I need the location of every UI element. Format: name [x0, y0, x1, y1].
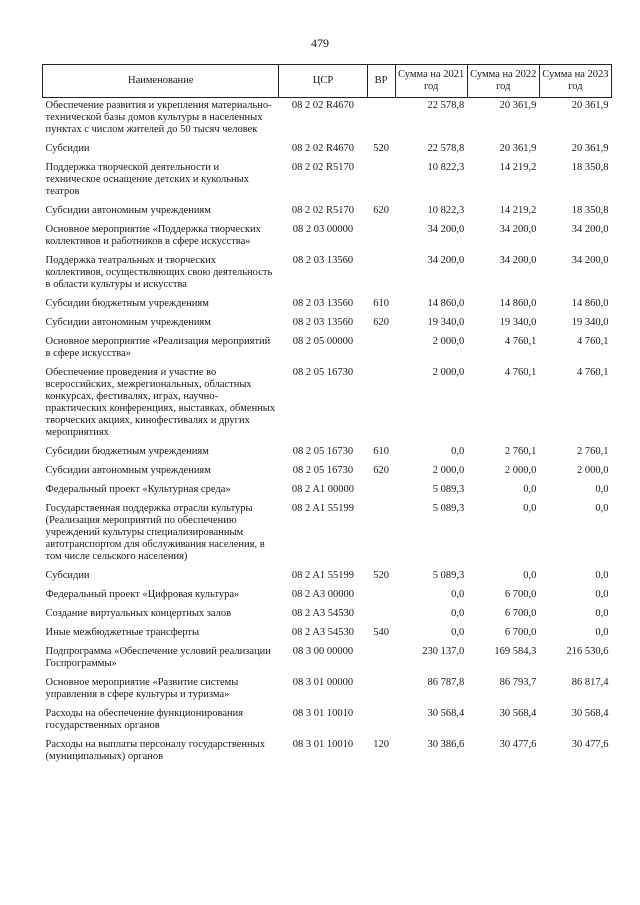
cell-name: Создание виртуальных концертных залов: [45, 608, 232, 619]
cell-csr: 08 2 05 16730: [292, 465, 354, 476]
table-row: [43, 296, 612, 315]
cell-vr: 620: [373, 317, 389, 328]
cell-2023: 34 200,0: [571, 224, 609, 235]
cell-2021: 0,0: [451, 589, 465, 600]
cell-name: Субсидии автономным учреждениям: [45, 465, 211, 476]
cell-name: Расходы на обеспечение функционирования государственных органов: [45, 708, 244, 731]
cell-2022: 20 361,9: [499, 100, 537, 111]
table-row: [43, 606, 612, 625]
cell-csr: 08 2 05 00000: [292, 336, 354, 347]
cell-2022: 30 568,4: [499, 708, 537, 719]
cell-2022: 0,0: [523, 484, 537, 495]
cell-name: Федеральный проект «Культурная среда»: [45, 484, 231, 495]
cell-vr: [367, 98, 395, 142]
cell-2022: 14 860,0: [499, 298, 537, 309]
cell-2021: 86 787,8: [427, 677, 465, 688]
cell-vr: [367, 675, 395, 706]
table-row: [43, 587, 612, 606]
cell-2022: 2 000,0: [504, 465, 537, 476]
cell-2021: 34 200,0: [427, 224, 465, 235]
table-header: [43, 65, 612, 98]
cell-csr: 08 2 03 00000: [292, 224, 354, 235]
cell-csr: 08 3 00 00000: [292, 646, 354, 657]
cell-csr: 08 2 05 16730: [292, 446, 354, 457]
cell-vr: [367, 587, 395, 606]
cell-2021: 10 822,3: [427, 162, 465, 173]
cell-csr: 08 2 A1 55199: [291, 503, 355, 514]
cell-name: Обеспечение развития и укрепления материально-технической базы домов культуры в населенных пунктах с числом жителей до 50 тысяч человек: [45, 100, 272, 135]
cell-2021: 22 578,8: [427, 100, 465, 111]
cell-2022: 14 219,2: [499, 162, 537, 173]
cell-vr: [367, 253, 395, 296]
cell-2021: 5 089,3: [432, 570, 465, 581]
cell-name: Субсидии бюджетным учреждениям: [45, 446, 209, 457]
cell-vr: 540: [373, 627, 389, 638]
cell-vr: [367, 222, 395, 253]
cell-name: Основное мероприятие «Реализация мероприятий в сфере искусства»: [45, 336, 271, 359]
cell-name: Субсидии: [45, 570, 90, 581]
cell-vr: 120: [373, 739, 389, 750]
cell-2022: 6 700,0: [504, 608, 537, 619]
cell-csr: 08 2 03 13560: [292, 298, 354, 309]
cell-2023: 4 760,1: [577, 336, 609, 347]
cell-2023: 18 350,8: [571, 162, 609, 173]
table-row: [43, 365, 612, 444]
table-row: [43, 482, 612, 501]
header-2022: Сумма на 2022 год: [467, 65, 539, 98]
cell-name: Федеральный проект «Цифровая культура»: [45, 589, 240, 600]
cell-2022: 4 760,1: [504, 336, 537, 347]
cell-csr: 08 2 02 R4670: [291, 143, 355, 154]
cell-2021: 5 089,3: [432, 484, 465, 495]
cell-2023: 19 340,0: [571, 317, 609, 328]
cell-2023: 0,0: [595, 503, 609, 514]
cell-name: Поддержка театральных и творческих коллективов, осуществляющих свою деятельность в области культуры и искусства: [45, 255, 273, 290]
table-row: [43, 222, 612, 253]
cell-vr: [367, 706, 395, 737]
cell-2021: 2 000,0: [432, 367, 465, 378]
cell-vr: [367, 482, 395, 501]
cell-2021: 2 000,0: [432, 336, 465, 347]
header-2021: Сумма на 2021 год: [395, 65, 467, 98]
cell-2021: 14 860,0: [427, 298, 465, 309]
table-row: [43, 315, 612, 334]
cell-2022: 169 584,3: [494, 646, 537, 657]
cell-2021: 19 340,0: [427, 317, 465, 328]
cell-2023: 18 350,8: [571, 205, 609, 216]
cell-vr: 610: [373, 298, 389, 309]
cell-2022: 2 760,1: [504, 446, 537, 457]
cell-2021: 10 822,3: [427, 205, 465, 216]
cell-vr: [367, 365, 395, 444]
cell-name: Обеспечение проведения и участие во всероссийских, межрегиональных, областных конкурсах, фестивалях, играх, научно-практических конференциях, выставках, обменных творческих акциях, кинофестивалях и других мероприятиях: [45, 367, 276, 438]
cell-2022: 6 700,0: [504, 627, 537, 638]
cell-csr: 08 2 03 13560: [292, 255, 354, 266]
cell-2023: 20 361,9: [571, 143, 609, 154]
cell-2022: 4 760,1: [504, 367, 537, 378]
cell-2022: 86 793,7: [499, 677, 537, 688]
cell-2023: 14 860,0: [571, 298, 609, 309]
table-row: [43, 444, 612, 463]
cell-vr: 520: [373, 143, 389, 154]
table-row: [43, 737, 612, 768]
cell-2023: 20 361,9: [571, 100, 609, 111]
cell-2021: 0,0: [451, 627, 465, 638]
cell-2023: 0,0: [595, 570, 609, 581]
table-row: [43, 334, 612, 365]
cell-2021: 5 089,3: [432, 503, 465, 514]
cell-name: Субсидии: [45, 143, 90, 154]
cell-name: Подпрограмма «Обеспечение условий реализации Госпрограммы»: [45, 646, 271, 669]
cell-vr: [367, 644, 395, 675]
cell-2022: 34 200,0: [499, 255, 537, 266]
cell-2022: 0,0: [523, 570, 537, 581]
table-row: [43, 160, 612, 203]
header-2023: Сумма на 2023 год: [539, 65, 611, 98]
cell-2022: 6 700,0: [504, 589, 537, 600]
budget-table: [42, 64, 612, 768]
cell-name: Основное мероприятие «Развитие системы управления в сфере культуры и туризма»: [45, 677, 239, 700]
cell-vr: [367, 160, 395, 203]
cell-name: Иные межбюджетные трансферты: [45, 627, 200, 638]
cell-2023: 2 000,0: [577, 465, 609, 476]
cell-2022: 19 340,0: [499, 317, 537, 328]
table-row: [43, 706, 612, 737]
cell-name: Государственная поддержка отрасли культуры (Реализация мероприятий по обеспечению учреждений культуры специализированным автотранспортом для обслуживания населения, в том числе сельского населения): [45, 503, 265, 562]
table-row: [43, 625, 612, 644]
cell-2021: 30 386,6: [427, 739, 465, 750]
cell-csr: 08 3 01 10010: [292, 739, 354, 750]
table-row: [43, 203, 612, 222]
cell-2021: 30 568,4: [427, 708, 465, 719]
cell-2021: 2 000,0: [432, 465, 465, 476]
header-name: Наименование: [43, 65, 279, 98]
cell-2023: 0,0: [595, 484, 609, 495]
cell-csr: 08 2 A3 54530: [291, 608, 355, 619]
cell-2023: 34 200,0: [571, 255, 609, 266]
cell-2021: 22 578,8: [427, 143, 465, 154]
cell-csr: 08 2 A1 00000: [291, 484, 355, 495]
cell-name: Субсидии автономным учреждениям: [45, 317, 211, 328]
table-row: [43, 644, 612, 675]
cell-csr: 08 2 A1 55199: [291, 570, 355, 581]
cell-2023: 0,0: [595, 608, 609, 619]
cell-2022: 14 219,2: [499, 205, 537, 216]
cell-2021: 0,0: [451, 446, 465, 457]
header-vr: ВР: [367, 65, 395, 98]
cell-name: Субсидии автономным учреждениям: [45, 205, 211, 216]
table-row: [43, 675, 612, 706]
cell-2023: 0,0: [595, 627, 609, 638]
page-number: 479: [311, 36, 329, 50]
cell-csr: 08 2 05 16730: [292, 367, 354, 378]
cell-csr: 08 2 02 R5170: [291, 162, 355, 173]
cell-csr: 08 2 02 R5170: [291, 205, 355, 216]
cell-vr: 620: [373, 205, 389, 216]
cell-csr: 08 3 01 10010: [292, 708, 354, 719]
cell-vr: [367, 334, 395, 365]
cell-2023: 0,0: [595, 589, 609, 600]
cell-2023: 4 760,1: [577, 367, 609, 378]
cell-vr: [367, 606, 395, 625]
cell-vr: 520: [373, 570, 389, 581]
cell-2022: 20 361,9: [499, 143, 537, 154]
cell-2023: 30 568,4: [571, 708, 609, 719]
cell-name: Поддержка творческой деятельности и техническое оснащение детских и кукольных театров: [45, 162, 249, 197]
cell-2021: 34 200,0: [427, 255, 465, 266]
cell-csr: 08 2 A3 54530: [291, 627, 355, 638]
cell-csr: 08 2 A3 00000: [291, 589, 355, 600]
cell-2023: 30 477,6: [571, 739, 609, 750]
table-body: [43, 98, 612, 769]
cell-2022: 0,0: [523, 503, 537, 514]
table-row: [43, 253, 612, 296]
header-csr: ЦСР: [279, 65, 367, 98]
cell-name: Субсидии бюджетным учреждениям: [45, 298, 209, 309]
cell-2022: 30 477,6: [499, 739, 537, 750]
cell-csr: 08 2 02 R4670: [291, 100, 355, 111]
table-row: [43, 568, 612, 587]
cell-vr: 610: [373, 446, 389, 457]
cell-2023: 216 530,6: [566, 646, 609, 657]
cell-name: Основное мероприятие «Поддержка творческих коллективов и работников в сфере искусства»: [45, 224, 261, 247]
cell-vr: 620: [373, 465, 389, 476]
cell-vr: [367, 501, 395, 568]
cell-2021: 230 137,0: [422, 646, 465, 657]
table-row: [43, 463, 612, 482]
cell-csr: 08 3 01 00000: [292, 677, 354, 688]
table-row: [43, 98, 612, 142]
table-row: [43, 141, 612, 160]
table-row: [43, 501, 612, 568]
cell-name: Расходы на выплаты персоналу государственных (муниципальных) органов: [45, 739, 265, 762]
cell-2022: 34 200,0: [499, 224, 537, 235]
cell-2023: 86 817,4: [571, 677, 609, 688]
cell-csr: 08 2 03 13560: [292, 317, 354, 328]
cell-2021: 0,0: [451, 608, 465, 619]
cell-2023: 2 760,1: [577, 446, 609, 457]
